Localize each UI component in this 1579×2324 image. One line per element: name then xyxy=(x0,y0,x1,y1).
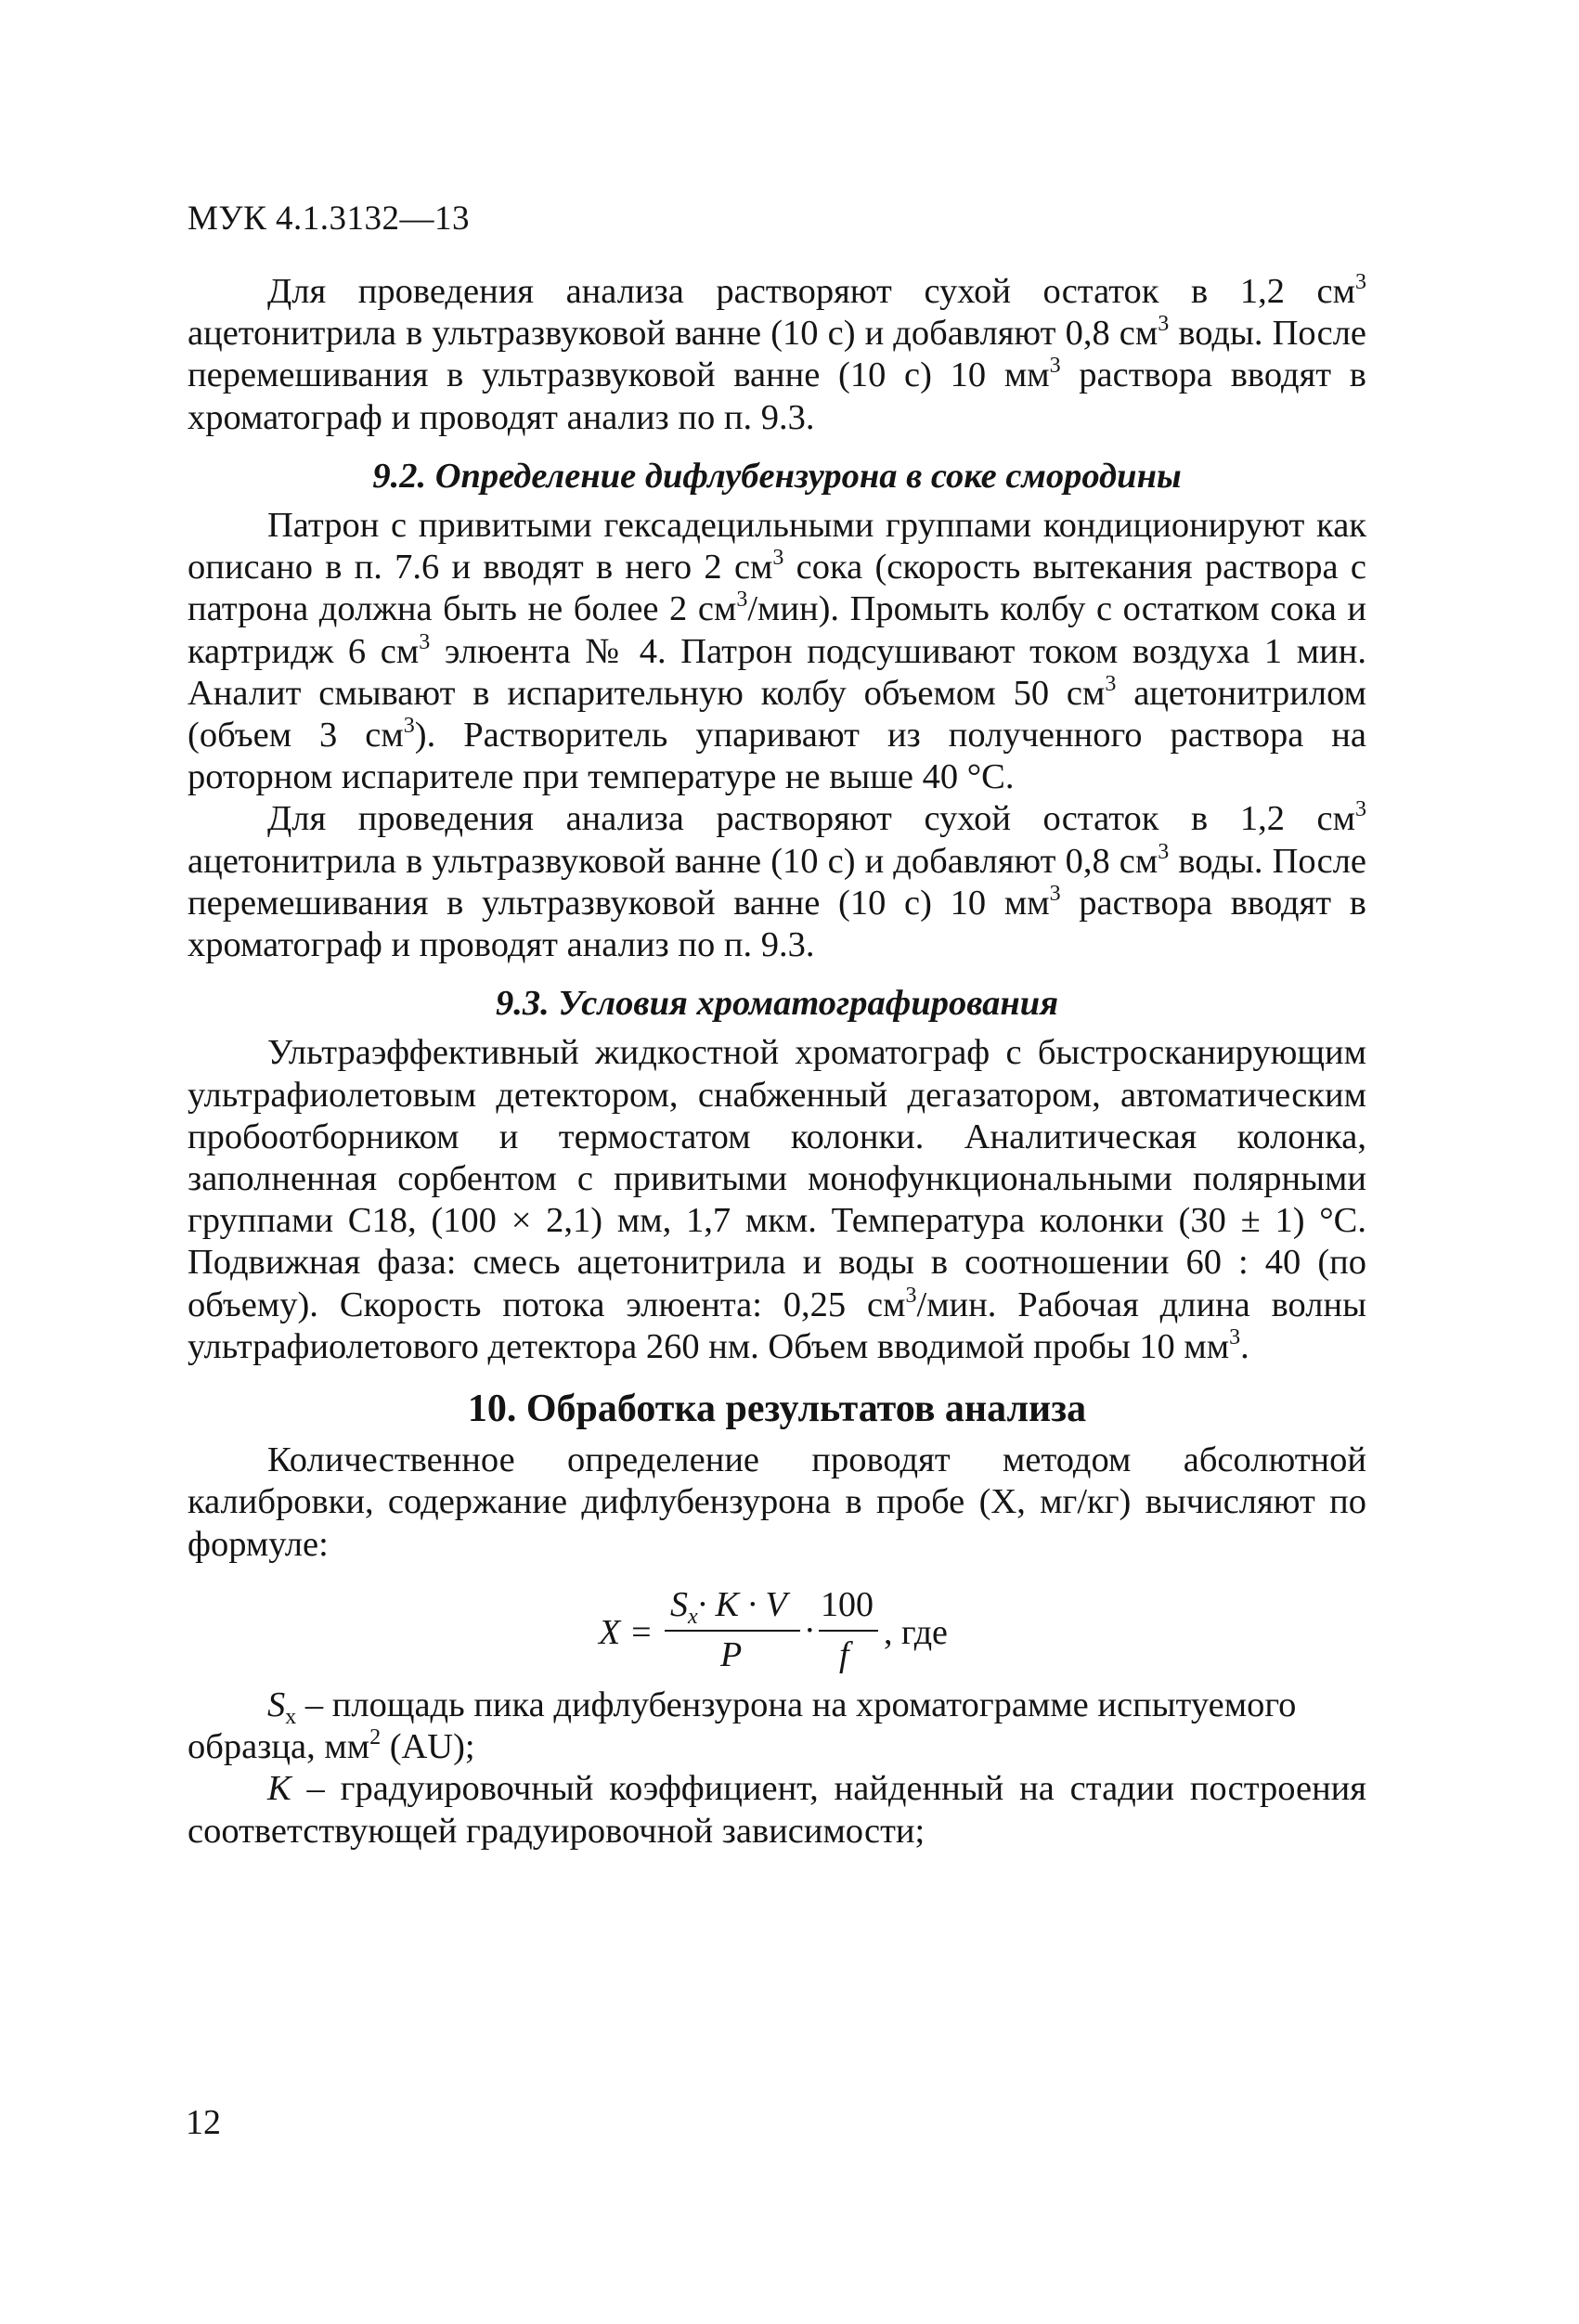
paragraph-dissolve-2: Для проведения анализа растворяют сухой остаток в 1,2 $см^3$ ацетонитрила в ультразвуковой ванне (10 с) и добавляют 0,8 $см^3$ воды. После перемешивания в ультразвуковой ванне (10 с) 10 $мм^3$ раствора вводят в хроматограф и проводят анализ по п. 9.3. xyxy=(188,797,1366,965)
paragraph-chromatography-conditions: Ультраэффективный жидкостной хроматограф с быстросканирующим ультрафиолетовым детектором, снабженный дегазатором, автоматическим пробоотборником и термостатом колонки. Аналитическая колонка, заполненная сорбентом с привитыми монофункциональными полярными группами С18, (100 × 2,1) мм, 1,7 мкм. Температура колонки (30 ± 1) °С. Подвижная фаза: смесь ацетонитрила и воды в соотношении 60 : 40 (по объему). Скорость потока элюента: 0,25 $см^3$/мин. Рабочая длина волны ультрафиолетового детектора 260 нм. Объем вводимой пробы 10 $мм^3$. xyxy=(188,1033,1366,1366)
definition-sx: $S_x$ – площадь пика дифлубензурона на хроматограмме испытуемого образца, $мм^2$ (AU); xyxy=(188,1685,1297,1767)
definition-k: K – градуировочный коэффициент, найденный на стадии построения соответствующей градуировочной зависимости; xyxy=(188,1769,1366,1851)
formula-denominator-1: P xyxy=(720,1634,743,1674)
document-header: МУК 4.1.3132—13 xyxy=(188,200,471,238)
fraction-bar-1 xyxy=(665,1630,800,1632)
formula-numerator-2: 100 xyxy=(821,1584,874,1624)
formula-where: , где xyxy=(884,1612,948,1652)
calculation-formula xyxy=(188,1582,1366,1679)
subsection-heading-9-3: 9.3. Условия хроматографирования xyxy=(495,984,1059,1024)
formula-numerator-1: $S_x\cdot K \cdot V$ xyxy=(670,1584,787,1629)
formula-denominator-2: f xyxy=(839,1634,849,1674)
paragraph-cartridge: Патрон с привитыми гексадецильными группами кондиционируют как описано в п. 7.6 и вводят в него 2 $см^3$ сока (скорость вытекания раствора с патрона должна быть не более 2 $см^3/мин$). Промыть колбу с остатком сока и картридж 6 $см^3$ элюента № 4. Патрон подсушивают током воздуха 1 мин. Аналит смывают в испарительную колбу объемом 50 $см^3$ ацетонитрилом (объем 3 $см^3$). Растворитель упаривают из полученного раствора на роторном испарителе при температуре не выше 40 °С. xyxy=(188,506,1366,797)
section-heading-10: 10. Обработка результатов анализа xyxy=(467,1388,1087,1431)
formula-lhs: X = xyxy=(599,1612,654,1652)
paragraph-dissolve-1: Для проведения анализа растворяют сухой остаток в 1,2 $см^3$ ацетонитрила в ультразвуковой ванне (10 с) и добавляют 0,8 $см^3$ воды. После перемешивания в ультразвуковой ванне (10 с) 10 $мм^3$ раствора вводят в хроматограф и проводят анализ по п. 9.3. xyxy=(188,270,1366,437)
formula-multiply-dot: · xyxy=(804,1610,816,1650)
subsection-heading-9-2: 9.2. Определение дифлубензурона в соке смородины xyxy=(372,456,1182,496)
page-content xyxy=(188,271,1366,1853)
page-number: 12 xyxy=(186,2103,221,2142)
paragraph-quantification: Количественное определение проводят методом абсолютной калибровки, содержание дифлубензурона в пробе (X, мг/кг) вычисляют по формуле: xyxy=(188,1440,1366,1564)
fraction-bar-2 xyxy=(819,1630,878,1632)
